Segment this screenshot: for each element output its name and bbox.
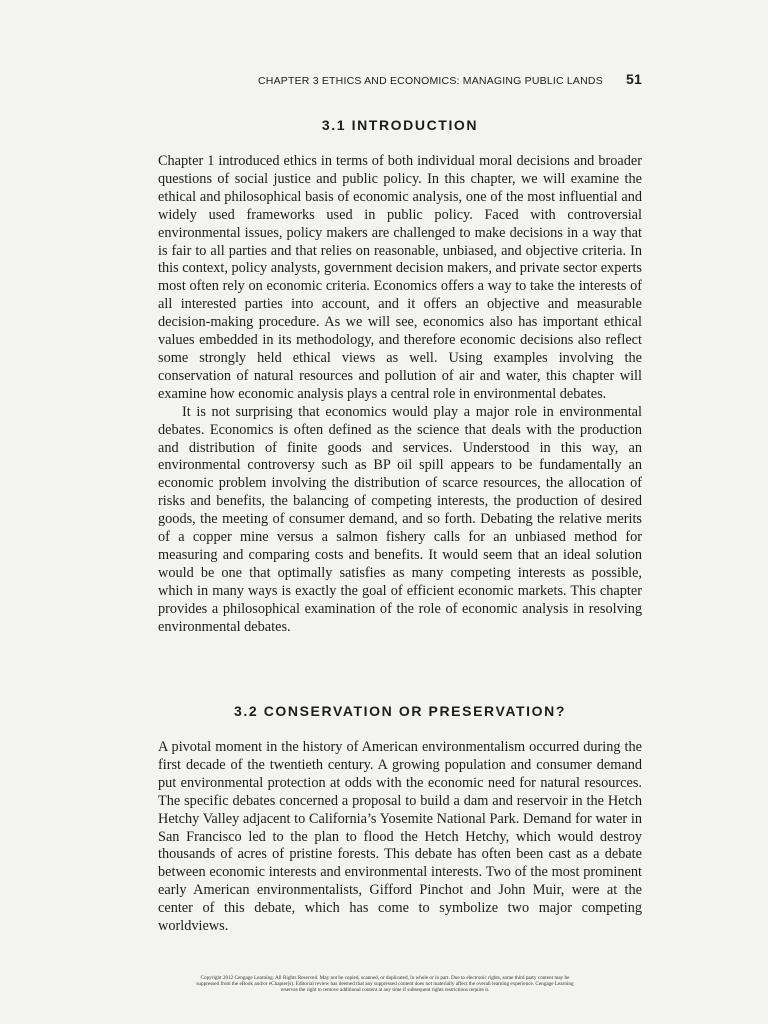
page-number: 51 bbox=[626, 71, 642, 87]
paragraph: A pivotal moment in the history of American environmentalism occurred during the first decade of the twentieth century. A growing population and consumer demand put environmental protection at odds with the economic need for natural resources. The specific debates concerned a proposal to build a dam and reservoir in the Hetch Hetchy Valley adjacent to California’s Yosemite National Park. Demand for water in San Francisco led to the plan to flood the Hetch Hetchy, which would destroy thousands of acres of pristine forests. This debate has often been cast as a debate between economic interests and environmental interests. Two of the most prominent early American environmentalists, Gifford Pinchot and John Muir, were at the center of this debate, which has come to symbolize two major competing worldviews. bbox=[158, 739, 642, 935]
chapter-title: CHAPTER 3 ETHICS AND ECONOMICS: MANAGING PUBLIC LANDS bbox=[258, 75, 603, 87]
running-head bbox=[258, 73, 642, 91]
copyright-notice: Copyright 2012 Cengage Learning. All Rights Reserved. May not be copied, scanned, or duplicated, in whole or in part. Due to electronic rights, some third party content may be suppressed from the eBook and/or eChapter(s). Editorial review has deemed that any suppressed content does not materially affect the overall learning experience. Cengage Learning reserves the right to remove additional content at any time if subsequent rights restrictions require it. bbox=[196, 975, 574, 994]
section-body-introduction bbox=[158, 153, 642, 636]
paragraph: Chapter 1 introduced ethics in terms of both individual moral decisions and broader questions of social justice and public policy. In this chapter, we will examine the ethical and philosophical basis of economic analysis, one of the most influential and widely used frameworks used in public policy. Faced with controversial environmental issues, policy makers are challenged to make decisions in a way that is fair to all parties and that relies on reasonable, unbiased, and objective criteria. In this context, policy analysts, government decision makers, and private sector experts most often rely on economic criteria. Economics offers a way to take the interests of all interested parties into account, and it offers an objective and measurable decision-making procedure. As we will see, economics also has important ethical values embedded in its methodology, and therefore economic decisions also reflect some strongly held ethical views as well. Using examples involving the conservation of natural resources and pollution of air and water, this chapter will examine how economic analysis plays a central role in environmental debates. bbox=[158, 153, 642, 402]
section-heading-conservation: 3.2 CONSERVATION OR PRESERVATION? bbox=[233, 703, 567, 719]
paragraph: It is not surprising that economics would play a major role in environmental debates. Economics is often defined as the science that deals with the production and distribution of finite goods and services. Understood in this way, an environmental controversy such as BP oil spill appears to be fundamentally an economic problem involving the distribution of scarce resources, the allocation of risks and benefits, the balancing of competing interests, the production of desired goods, the meeting of consumer demand, and so forth. Debating the relative merits of a copper mine versus a salmon fishery calls for an unbiased method for measuring and comparing costs and benefits. It would seem that an ideal solution would be one that optimally satisfies as many competing interests as possible, which in many ways is exactly the goal of efficient economic markets. This chapter provides a philosophical examination of the role of economic analysis in resolving environmental debates. bbox=[158, 403, 642, 635]
section-body-conservation bbox=[158, 739, 642, 936]
section-heading-introduction: 3.1 INTRODUCTION bbox=[321, 117, 479, 133]
